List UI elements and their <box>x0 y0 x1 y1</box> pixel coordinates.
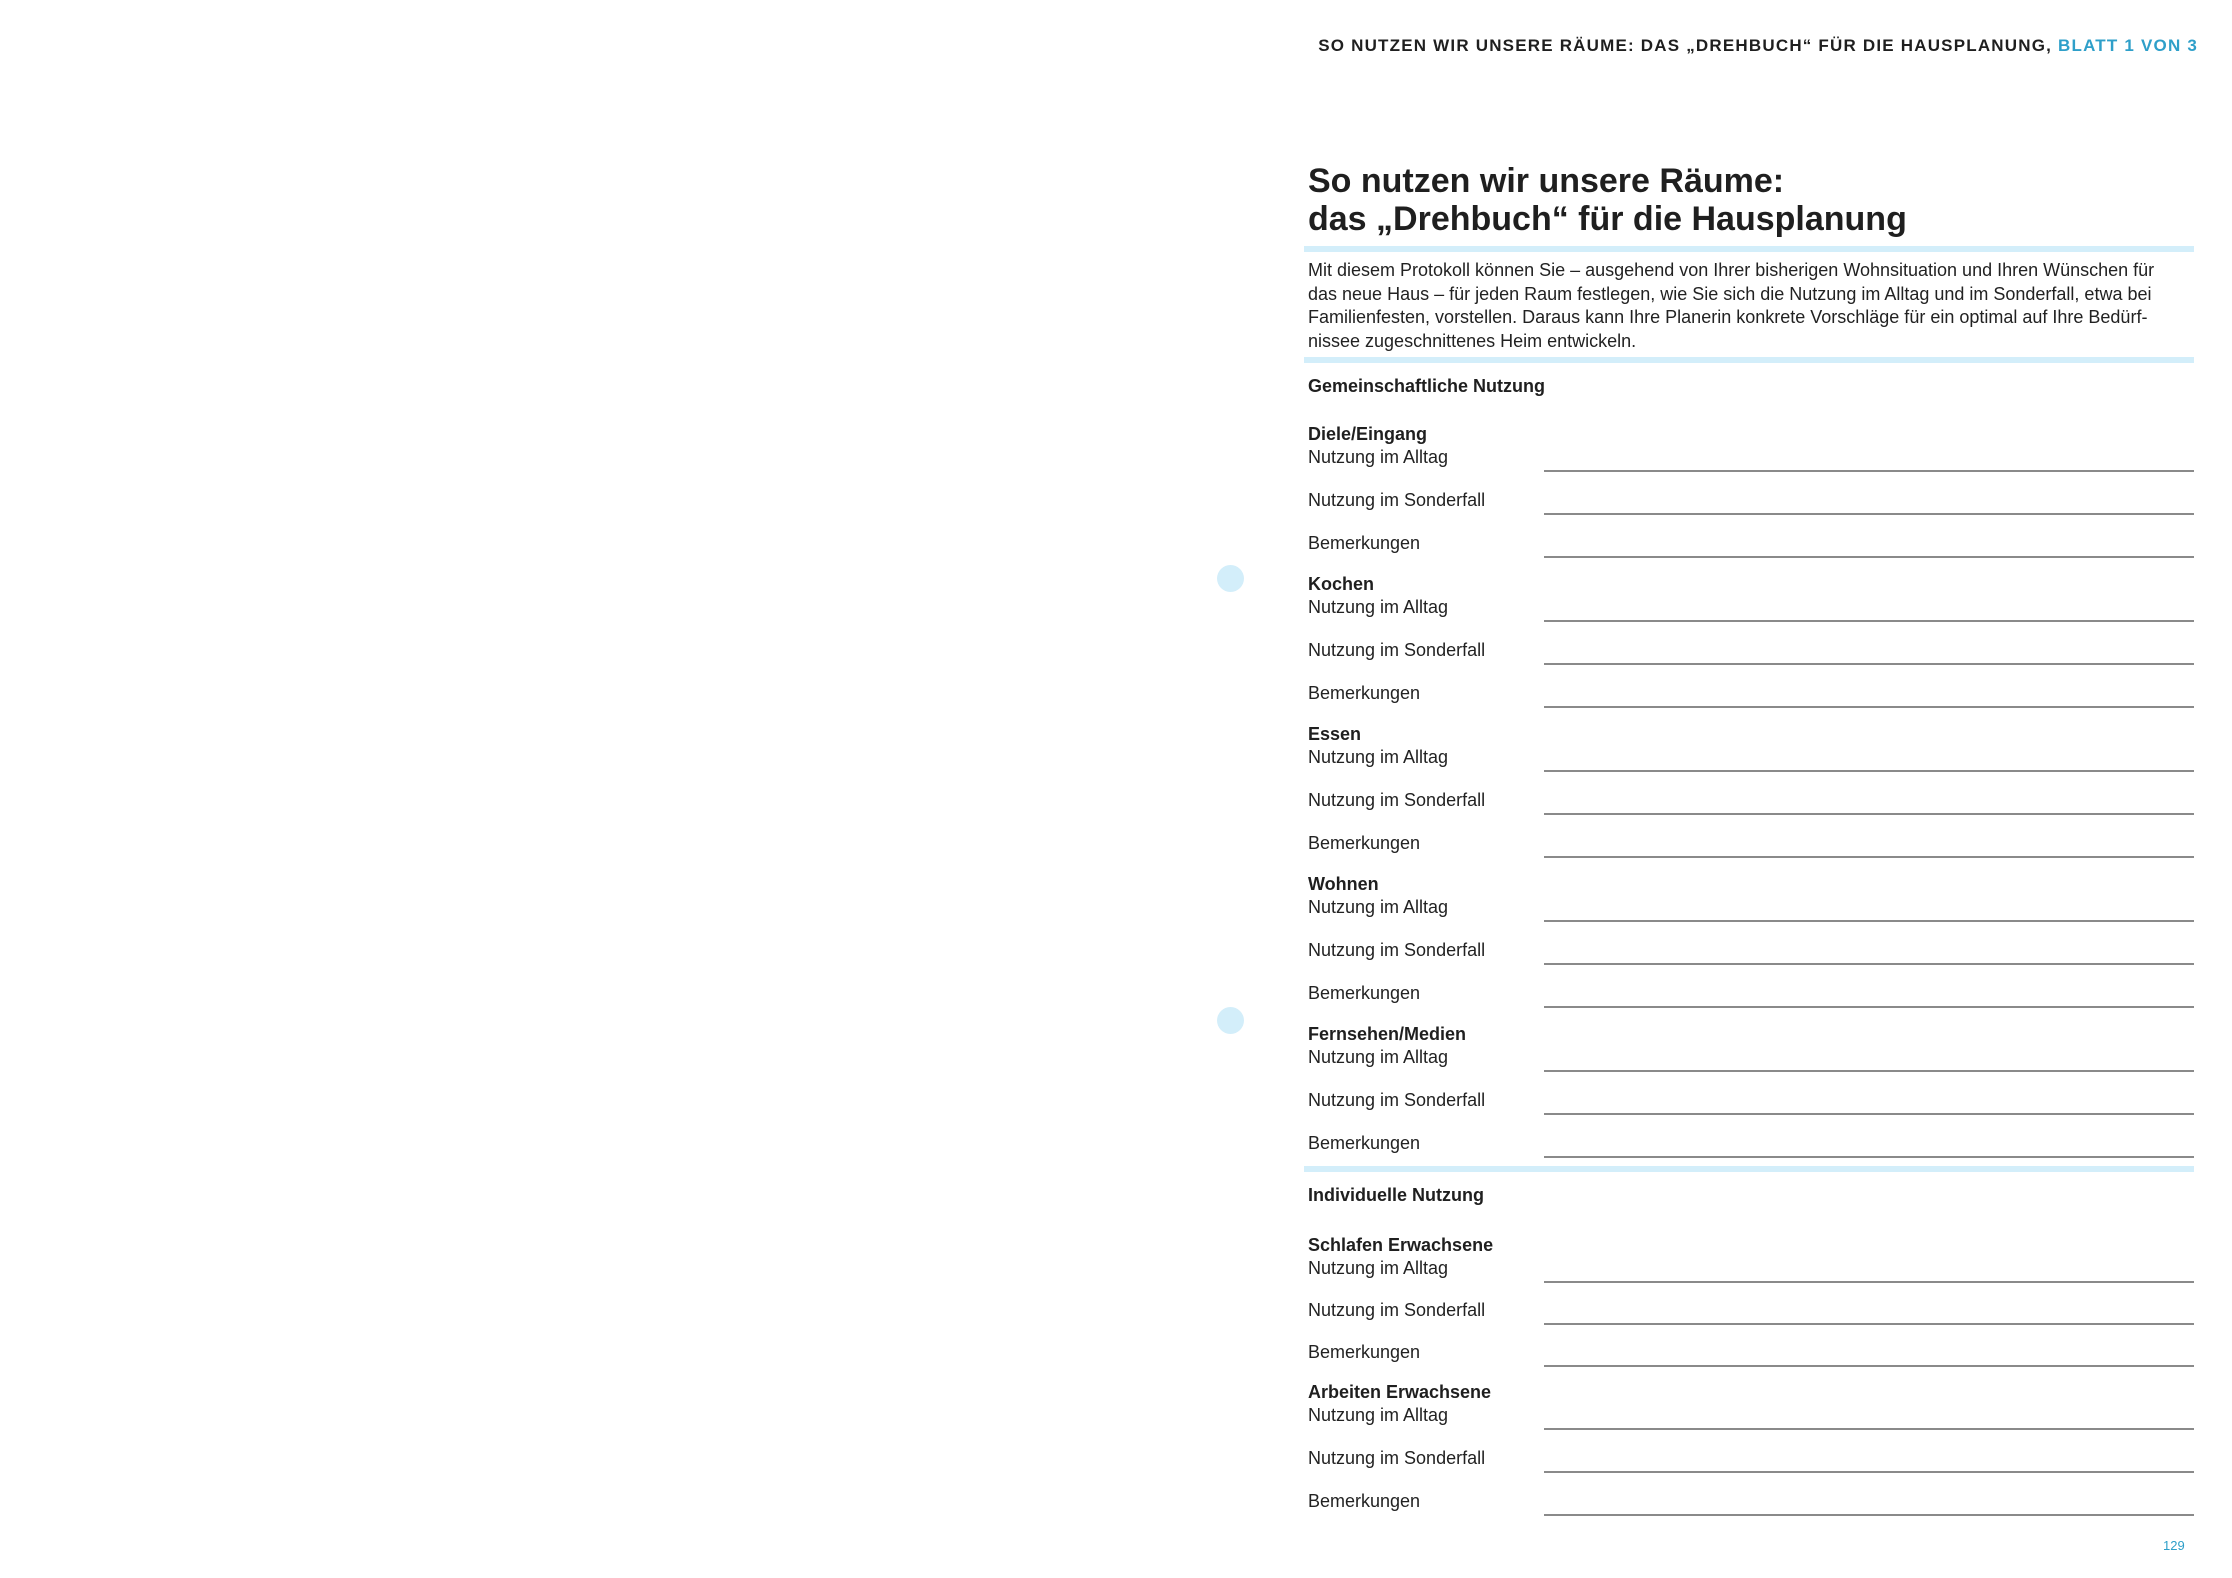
field-remarks <box>1308 533 2194 555</box>
section-title-individuell: Individuelle Nutzung <box>1308 1185 1484 1205</box>
field-label: Bemerkungen <box>1308 683 1421 703</box>
write-in-line[interactable] <box>1544 1113 2194 1115</box>
field-special-use <box>1308 940 2194 962</box>
field-daily-use <box>1308 1258 2194 1280</box>
field-label: Nutzung im Sonderfall <box>1308 1300 1486 1320</box>
write-in-line[interactable] <box>1544 620 2194 622</box>
field-label: Nutzung im Sonderfall <box>1308 490 1486 510</box>
field-special-use <box>1308 790 2194 812</box>
intro-paragraph <box>1308 259 2186 353</box>
sheet-indicator: BLATT 1 VON 3 <box>2058 36 2198 55</box>
write-in-line[interactable] <box>1544 1471 2194 1473</box>
field-label: Nutzung im Sonderfall <box>1308 1448 1486 1468</box>
write-in-line[interactable] <box>1544 920 2194 922</box>
field-label: Bemerkungen <box>1308 1342 1421 1362</box>
field-label: Bemerkungen <box>1308 983 1421 1003</box>
write-in-line[interactable] <box>1544 813 2194 815</box>
write-in-line[interactable] <box>1544 513 2194 515</box>
field-daily-use <box>1308 1047 2194 1069</box>
divider-rule <box>1304 1166 2194 1172</box>
intro-line-1: Mit diesem Protokoll können Sie – ausgehend von Ihrer bisherigen Wohnsituation und Ihren Wünschen für <box>1308 260 2155 280</box>
field-daily-use <box>1308 747 2194 769</box>
field-label: Nutzung im Alltag <box>1308 447 1449 467</box>
page-title-line-1: So nutzen wir unsere Räume: <box>1308 162 1785 200</box>
running-title: SO NUTZEN WIR UNSERE RÄUME: DAS „DREHBUCH“ FÜR DIE HAUSPLANUNG, <box>1318 36 2053 55</box>
field-special-use <box>1308 1448 2194 1470</box>
write-in-line[interactable] <box>1544 770 2194 772</box>
field-label: Bemerkungen <box>1308 1133 1421 1153</box>
field-label: Nutzung im Alltag <box>1308 597 1449 617</box>
room-title: Diele/Eingang <box>1308 424 1428 444</box>
write-in-line[interactable] <box>1544 1323 2194 1325</box>
room-title: Wohnen <box>1308 874 1379 894</box>
field-daily-use <box>1308 1405 2194 1427</box>
write-in-line[interactable] <box>1544 1156 2194 1158</box>
field-remarks <box>1308 983 2194 1005</box>
field-remarks <box>1308 1491 2194 1513</box>
room-title: Essen <box>1308 724 1362 744</box>
page-number: 129 <box>2163 1538 2185 1553</box>
write-in-line[interactable] <box>1544 1514 2194 1516</box>
intro-line-3: Familienfesten, vorstellen. Daraus kann Ihre Planerin konkrete Vorschläge für ein optimal auf Ihre Bedürf- <box>1308 307 2148 327</box>
field-label: Nutzung im Sonderfall <box>1308 1090 1486 1110</box>
page-title <box>1308 162 1907 238</box>
write-in-line[interactable] <box>1544 706 2194 708</box>
page-title-line-2: das „Drehbuch“ für die Hausplanung <box>1308 200 1907 238</box>
write-in-line[interactable] <box>1544 1428 2194 1430</box>
field-special-use <box>1308 1090 2194 1112</box>
divider-rule <box>1304 246 2194 252</box>
field-special-use <box>1308 640 2194 662</box>
punch-hole-mark <box>1217 565 1244 592</box>
field-daily-use <box>1308 897 2194 919</box>
field-label: Bemerkungen <box>1308 1491 1421 1511</box>
room-title: Arbeiten Erwachsene <box>1308 1382 1492 1402</box>
write-in-line[interactable] <box>1544 856 2194 858</box>
field-remarks <box>1308 683 2194 705</box>
write-in-line[interactable] <box>1544 1281 2194 1283</box>
field-label: Nutzung im Sonderfall <box>1308 940 1486 960</box>
field-label: Nutzung im Alltag <box>1308 1405 1449 1425</box>
write-in-line[interactable] <box>1544 556 2194 558</box>
write-in-line[interactable] <box>1544 963 2194 965</box>
field-daily-use <box>1308 597 2194 619</box>
field-remarks <box>1308 1133 2194 1155</box>
write-in-line[interactable] <box>1544 663 2194 665</box>
write-in-line[interactable] <box>1544 1006 2194 1008</box>
room-title: Schlafen Erwachsene <box>1308 1235 1494 1255</box>
intro-line-4: nissee zugeschnittenes Heim entwickeln. <box>1308 330 1637 351</box>
field-label: Nutzung im Alltag <box>1308 1258 1449 1278</box>
field-remarks <box>1308 1342 2194 1364</box>
field-special-use <box>1308 490 2194 512</box>
field-remarks <box>1308 833 2194 855</box>
divider-rule <box>1304 357 2194 363</box>
write-in-line[interactable] <box>1544 470 2194 472</box>
write-in-line[interactable] <box>1544 1070 2194 1072</box>
running-header <box>1318 36 2198 56</box>
field-label: Nutzung im Sonderfall <box>1308 640 1486 660</box>
section-title-gemeinschaftlich: Gemeinschaftliche Nutzung <box>1308 376 1546 396</box>
field-label: Nutzung im Alltag <box>1308 747 1449 767</box>
field-daily-use <box>1308 447 2194 469</box>
field-label: Nutzung im Alltag <box>1308 897 1449 917</box>
punch-hole-mark <box>1217 1007 1244 1034</box>
intro-line-2: das neue Haus – für jeden Raum festlegen, wie Sie sich die Nutzung im Alltag und im Sonderfall, etwa bei <box>1308 283 2152 304</box>
room-title: Kochen <box>1308 574 1375 594</box>
field-label: Bemerkungen <box>1308 533 1421 553</box>
write-in-line[interactable] <box>1544 1365 2194 1367</box>
room-title: Fernsehen/Medien <box>1308 1024 1467 1044</box>
field-special-use <box>1308 1300 2194 1322</box>
field-label: Bemerkungen <box>1308 833 1421 853</box>
field-label: Nutzung im Alltag <box>1308 1047 1449 1067</box>
field-label: Nutzung im Sonderfall <box>1308 790 1486 810</box>
